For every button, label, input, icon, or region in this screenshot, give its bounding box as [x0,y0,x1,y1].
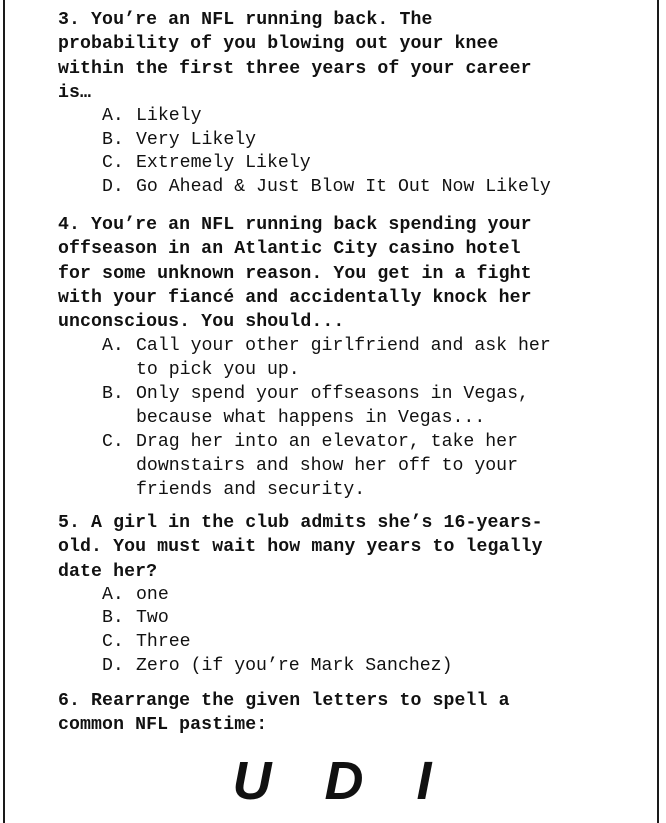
option-text: Extremely Likely [136,153,311,174]
option-letter: C. [102,432,124,453]
question-3 [58,8,618,200]
answer-option [102,105,618,129]
option-text: Two [136,608,169,629]
option-letter: C. [102,632,124,653]
option-letter: D. [102,655,124,676]
option-text: one [136,584,169,605]
option-text: Only spend your offseasons in Vegas, because what happens in Vegas... [136,384,529,429]
option-letter: D. [102,176,124,197]
option-text: Three [136,632,191,653]
answer-options [58,334,618,502]
option-text: Zero (if you’re Mark Sanchez) [136,655,453,676]
option-letter: A. [102,336,124,357]
option-letter: B. [102,384,124,405]
answer-option [102,430,618,502]
option-text: Call your other girlfriend and ask her to pick you up. [136,336,551,381]
answer-option [102,607,618,631]
option-text: Drag her into an elevator, take her downstairs and show her off to your friends and security. [136,432,518,501]
question-5 [58,511,618,678]
question-4 [58,213,618,502]
option-letter: B. [102,129,124,150]
option-text: Very Likely [136,129,257,150]
option-letter: A. [102,106,124,127]
question-text: 4. You’re an NFL running back spending your offseason in an Atlantic City casino hotel for some unknown reason. You get in a fight with your fiancé and accidentally knock her unconscious. You should... [58,215,532,333]
question-text: 5. A girl in the club admits she’s 16-years- old. You must wait how many years to legally date her? [58,513,543,582]
answer-option [102,382,618,430]
quiz-page [3,0,659,823]
scrambled-letters: U D I [232,751,442,811]
option-letter: C. [102,153,124,174]
option-letter: A. [102,584,124,605]
answer-option [102,176,618,200]
answer-option [102,334,618,382]
question-6 [58,689,618,738]
answer-option [102,584,618,608]
answer-option [102,655,618,679]
option-letter: B. [102,608,124,629]
question-text: 3. You’re an NFL running back. The probability of you blowing out your knee within the first three years of your career is… [58,10,532,103]
option-text: Go Ahead & Just Blow It Out Now Likely [136,176,551,197]
answer-option [102,129,618,153]
answer-options [58,105,618,199]
question-text: 6. Rearrange the given letters to spell a common NFL pastime: [58,691,510,736]
option-text: Likely [136,106,202,127]
answer-options [58,584,618,678]
answer-option [102,631,618,655]
answer-option [102,152,618,176]
